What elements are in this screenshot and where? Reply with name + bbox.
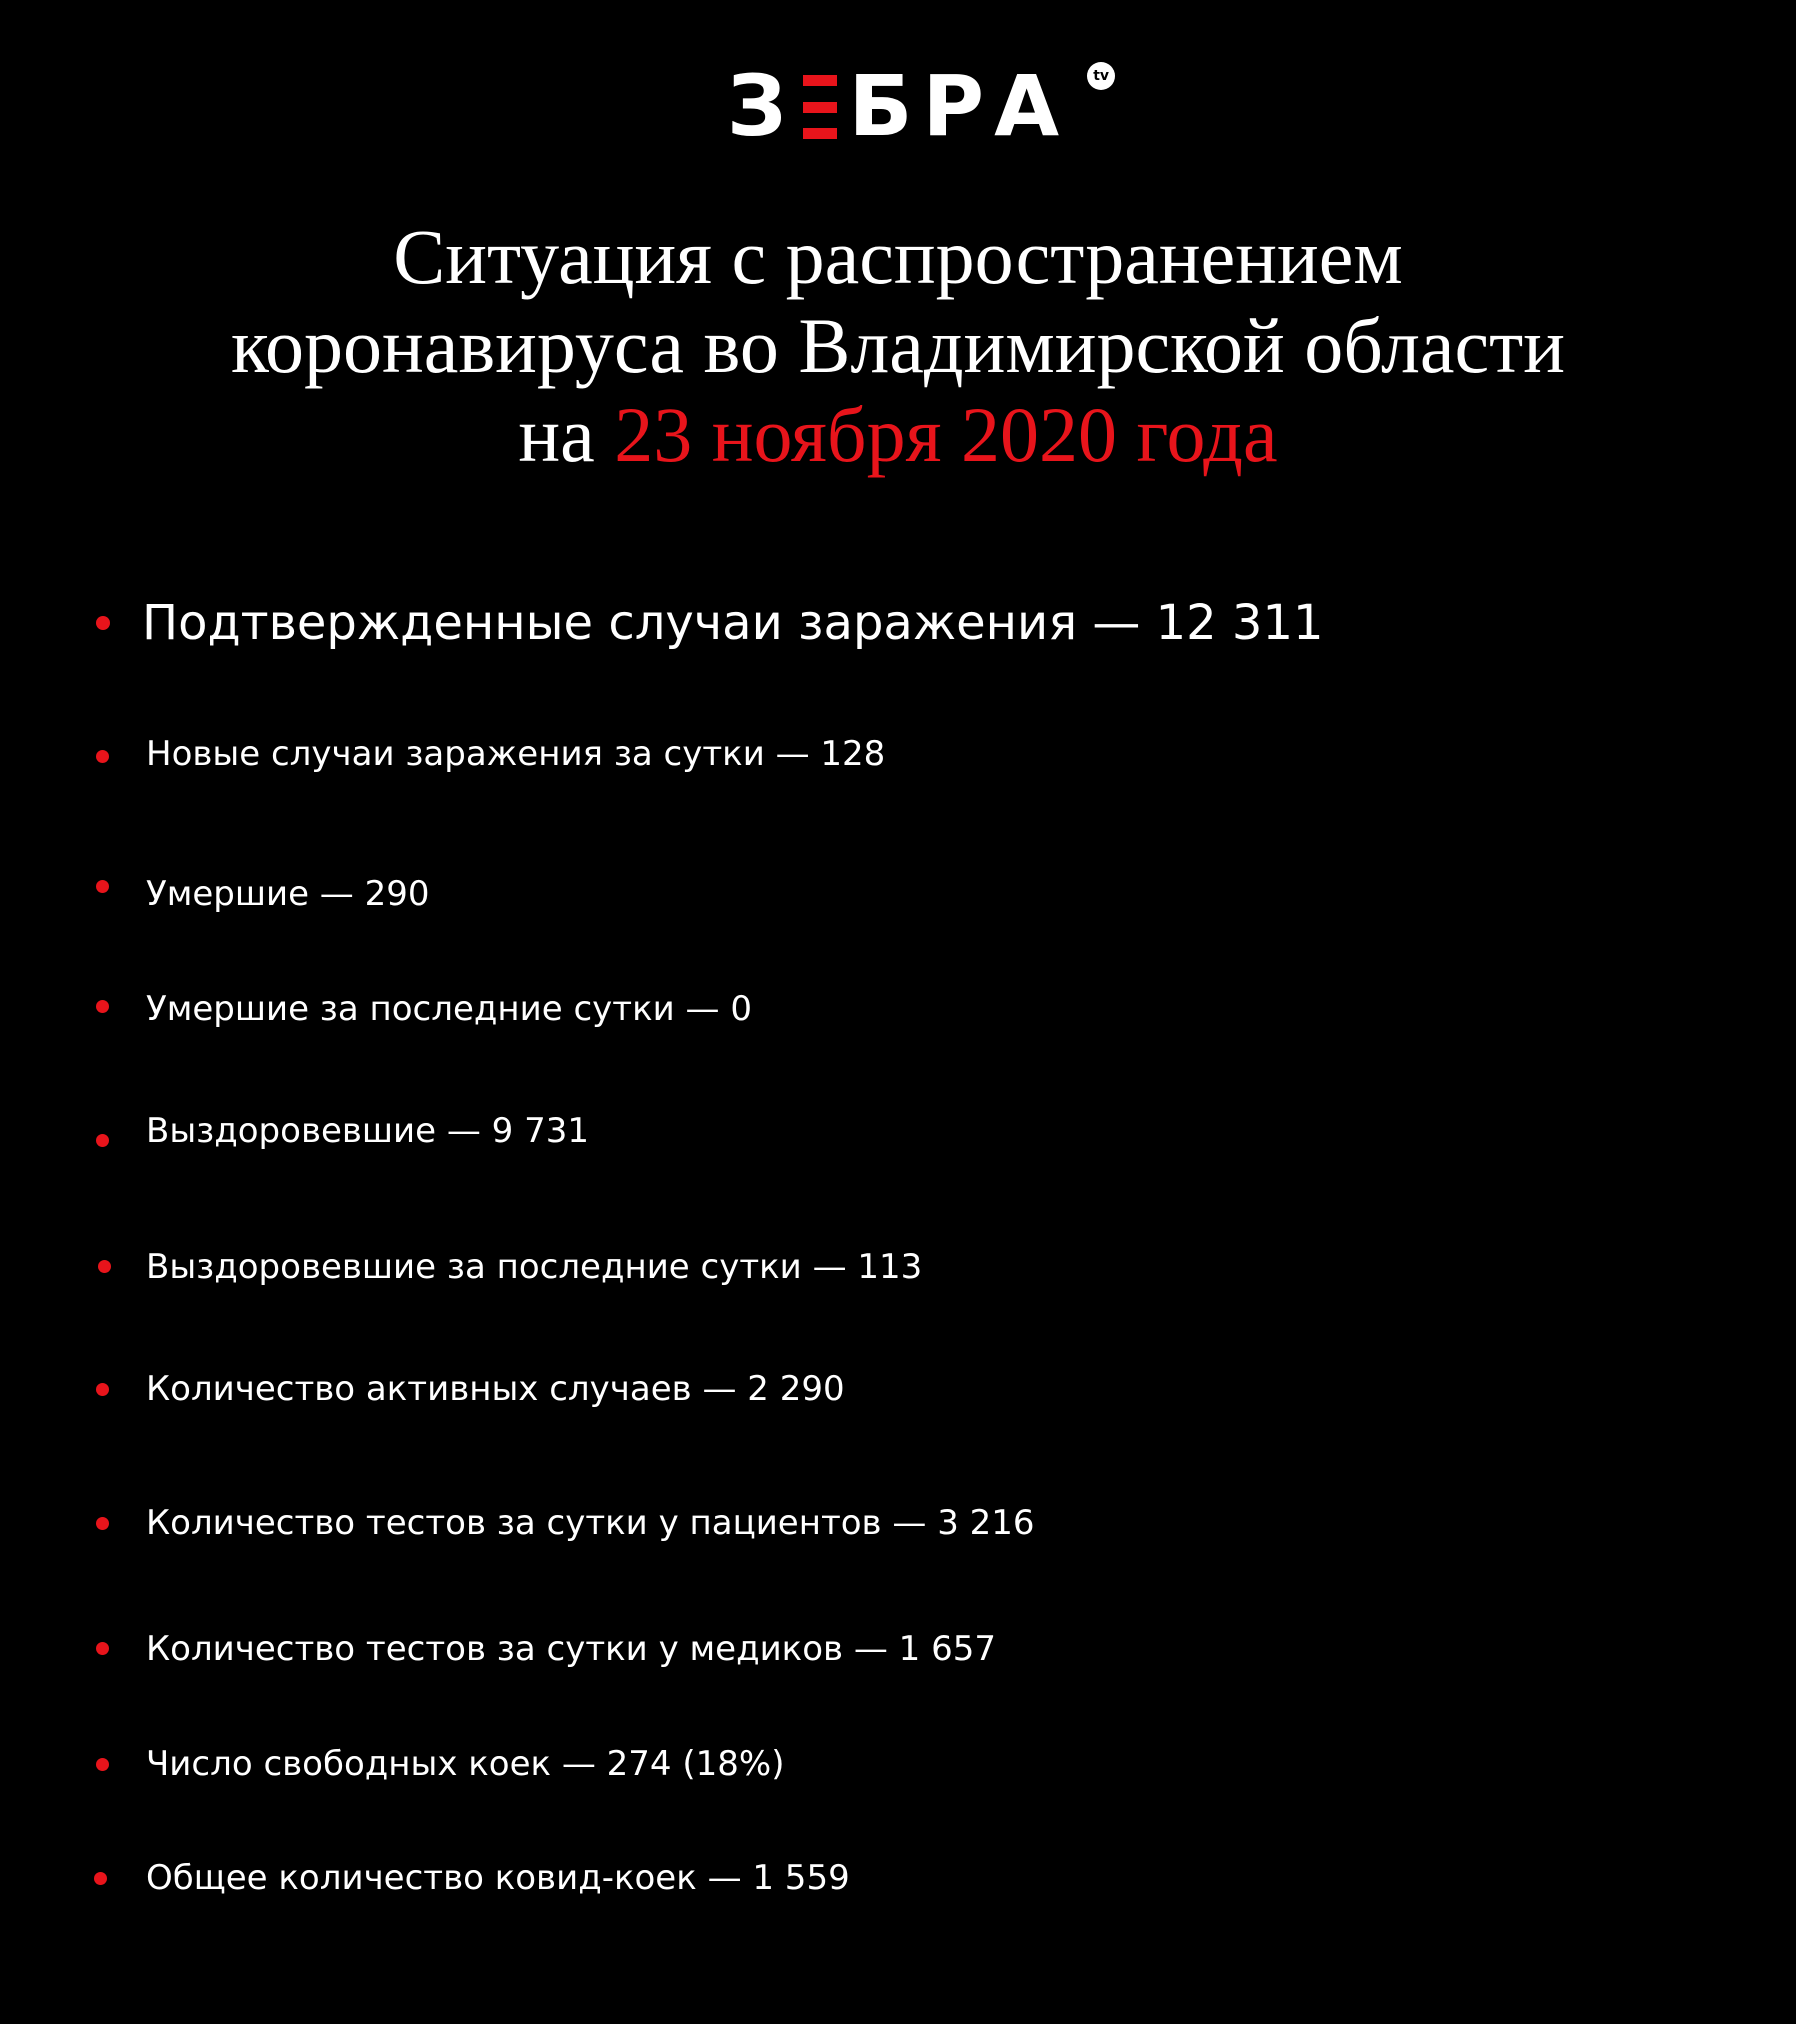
logo-red-e-mark xyxy=(803,75,837,139)
page-title xyxy=(0,212,1796,479)
stat-active-cases: Количество активных случаев — 2 290 xyxy=(146,1369,845,1409)
stat-tests-medics: Количество тестов за сутки у медиков — 1 657 xyxy=(146,1629,996,1669)
bullet-icon xyxy=(96,750,109,763)
title-line-2: коронавируса во Владимирской области xyxy=(231,302,1565,389)
bullet-icon xyxy=(96,1758,109,1771)
stat-deaths: Умершие — 290 xyxy=(146,874,430,914)
bullet-icon xyxy=(96,1383,109,1396)
bullet-icon xyxy=(96,880,109,893)
brand-logo xyxy=(0,58,1796,154)
stat-recovered-last-day: Выздоровевшие за последние сутки — 113 xyxy=(146,1247,923,1287)
title-prefix: на xyxy=(518,391,595,478)
bullet-icon xyxy=(96,1642,109,1655)
stat-total-covid-beds: Общее количество ковид-коек — 1 559 xyxy=(146,1858,850,1898)
logo-letters-bra: БРА xyxy=(848,57,1070,155)
bullet-icon xyxy=(94,1872,107,1885)
bullet-icon xyxy=(96,1134,109,1147)
title-line-3 xyxy=(0,390,1796,479)
logo-tv-badge: tv xyxy=(1087,62,1115,90)
bullet-icon xyxy=(96,1000,109,1013)
bullet-icon xyxy=(98,1260,111,1273)
stat-free-beds: Число свободных коек — 274 (18%) xyxy=(146,1744,785,1784)
stat-tests-patients: Количество тестов за сутки у пациентов — 3 216 xyxy=(146,1503,1035,1543)
logo-letter-z: З xyxy=(726,57,797,155)
stat-new-cases: Новые случаи заражения за сутки — 128 xyxy=(146,734,886,774)
stat-deaths-last-day: Умершие за последние сутки — 0 xyxy=(146,989,752,1029)
stat-confirmed-cases: Подтвержденные случаи заражения — 12 311 xyxy=(142,595,1324,651)
bullet-icon xyxy=(96,1517,109,1530)
title-line-1: Ситуация с распространением xyxy=(393,213,1403,300)
stat-recovered: Выздоровевшие — 9 731 xyxy=(146,1111,590,1151)
bullet-icon xyxy=(96,616,110,630)
title-date: 23 ноября 2020 года xyxy=(614,391,1278,478)
